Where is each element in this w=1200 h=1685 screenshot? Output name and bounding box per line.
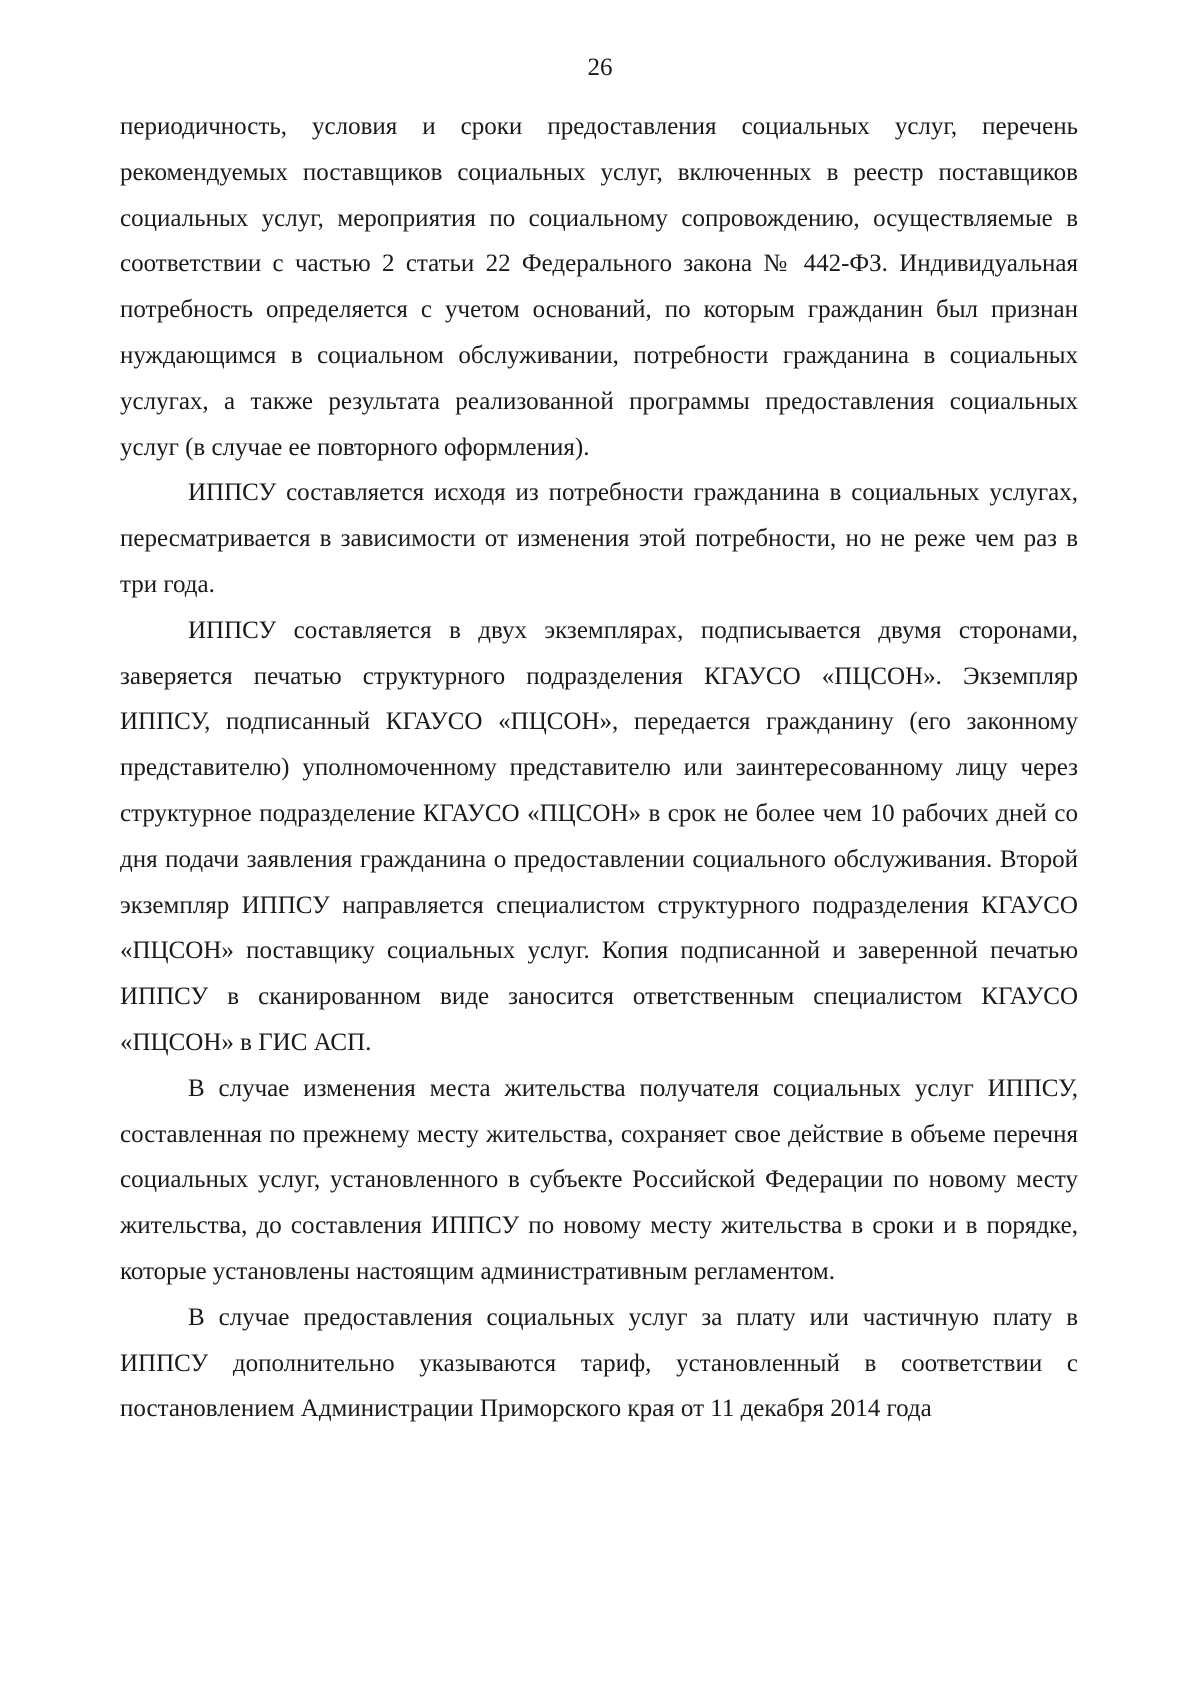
paragraph-4: В случае изменения места жительства получателя социальных услуг ИППСУ, составленная по прежнему месту жительства, сохраняет свое действие в объеме перечня социальных услуг, установленного в субъекте Российской Федерации по новому месту жительства, до составления ИППСУ по новому месту жительства в сроки и в порядке, которые установлены настоящим административным регламентом. xyxy=(120,1074,1078,1285)
document-body xyxy=(120,104,1078,1432)
page-number: 26 xyxy=(587,54,613,81)
paragraph-2: ИППСУ составляется исходя из потребности гражданина в социальных услугах, пересматривается в зависимости от изменения этой потребности, но не реже чем раз в три года. xyxy=(120,479,1078,598)
paragraph-5: В случае предоставления социальных услуг за плату или частичную плату в ИППСУ дополнительно указываются тариф, установленный в соответствии с постановлением Администрации Приморского края от 11 декабря 2014 года xyxy=(120,1303,1078,1423)
paragraph-3: ИППСУ составляется в двух экземплярах, подписывается двумя сторонами, заверяется печатью структурного подразделения КГАУСО «ПЦСОН». Экземпляр ИППСУ, подписанный КГАУСО «ПЦСОН», передается гражданину (его законному представителю) уполномоченному представителю или заинтересованному лицу через структурное подразделение КГАУСО «ПЦСОН» в срок не более чем 10 рабочих дней со дня подачи заявления гражданина о предоставлении социального обслуживания. Второй экземпляр ИППСУ направляется специалистом структурного подразделения КГАУСО «ПЦСОН» поставщику социальных услуг. Копия подписанной и заверенной печатью ИППСУ в сканированном виде заносится ответственным специалистом КГАУСО «ПЦСОН» в ГИС АСП. xyxy=(120,616,1078,1056)
paragraph-1: периодичность, условия и сроки предоставления социальных услуг, перечень рекомендуемых поставщиков социальных услуг, включенных в реестр поставщиков социальных услуг, мероприятия по социальному сопровождению, осуществляемые в соответствии с частью 2 статьи 22 Федерального закона № 442-ФЗ. Индивидуальная потребность определяется с учетом оснований, по которым гражданин был признан нуждающимся в социальном обслуживании, потребности гражданина в социальных услугах, а также результата реализованной программы предоставления социальных услуг (в случае ее повторного оформления). xyxy=(120,113,1078,461)
